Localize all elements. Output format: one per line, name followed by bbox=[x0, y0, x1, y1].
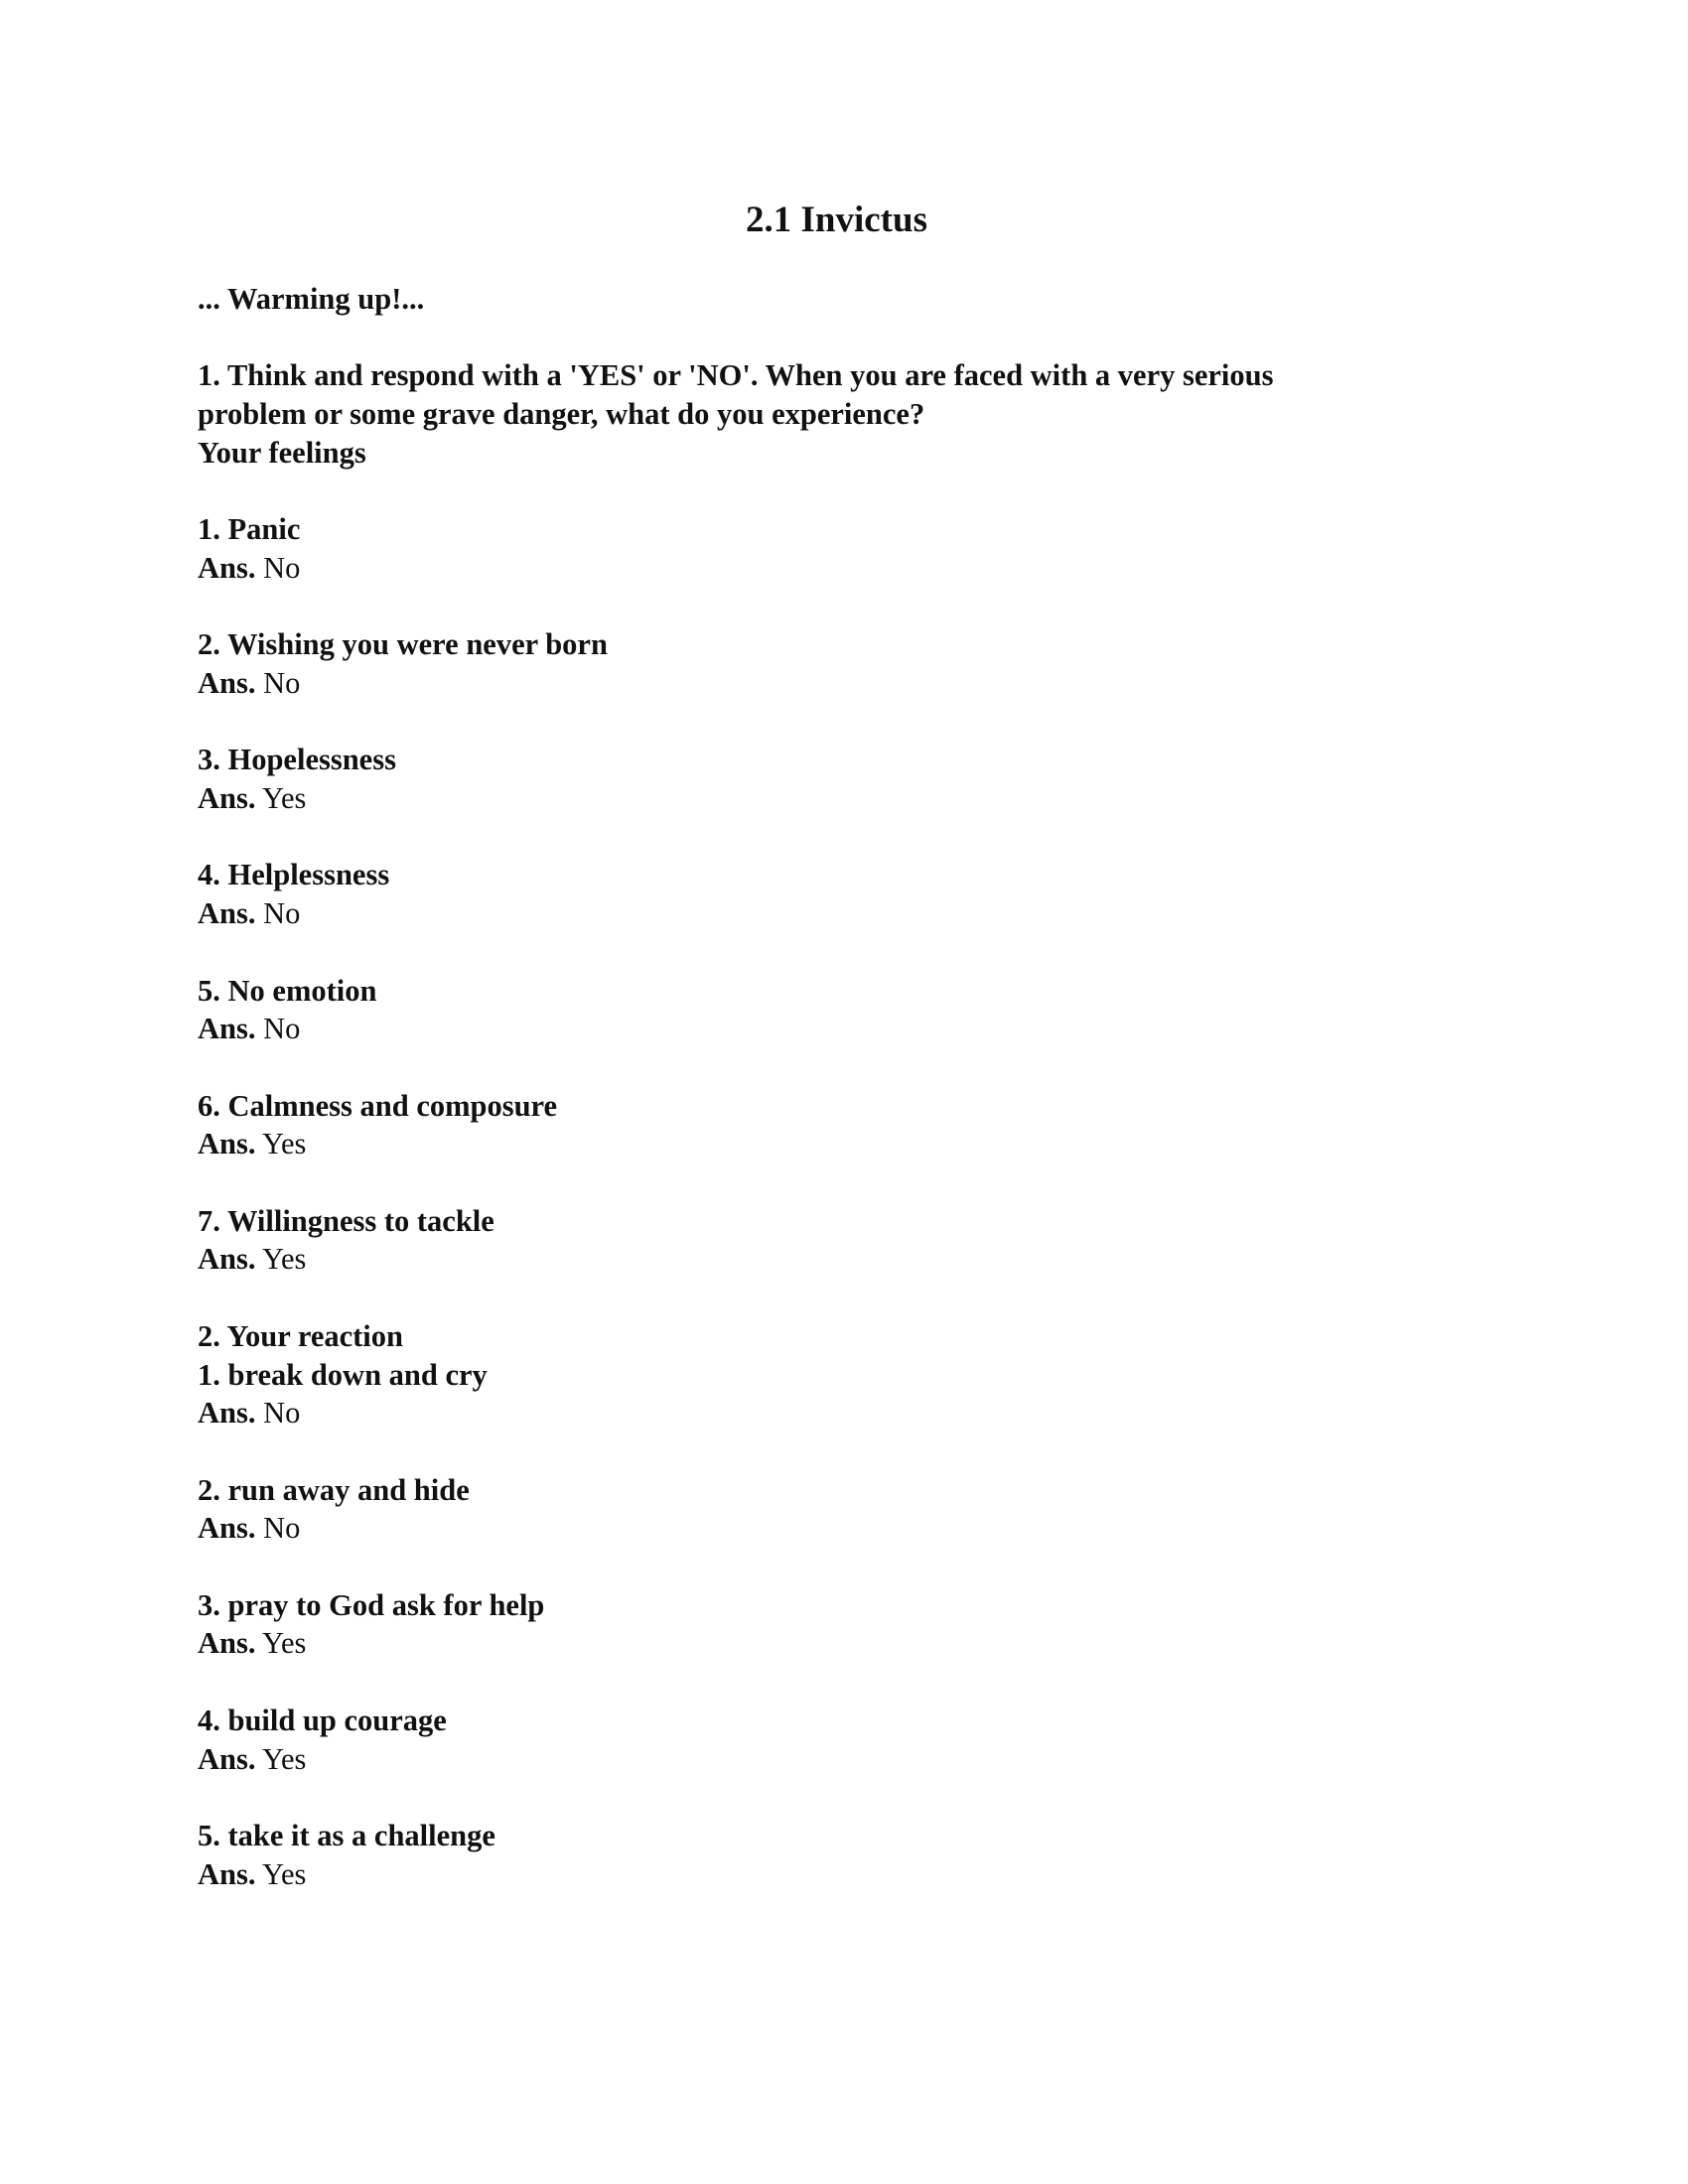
answer-label: Ans. bbox=[198, 1127, 256, 1161]
answer-value: No bbox=[263, 1396, 301, 1431]
list-item-question: 7. Willingness to tackle bbox=[198, 1203, 494, 1238]
answer-label: Ans. bbox=[198, 896, 256, 931]
answer-label: Ans. bbox=[198, 1396, 256, 1431]
answer-line bbox=[198, 664, 1508, 703]
answer-line bbox=[198, 1125, 1508, 1163]
answer-label: Ans. bbox=[198, 1511, 256, 1546]
reaction-list bbox=[198, 1356, 1508, 1932]
list-item-question: 1. break down and cry bbox=[198, 1357, 488, 1392]
feelings-subheading: Your feelings bbox=[198, 435, 366, 470]
feelings-list bbox=[198, 510, 1508, 1317]
answer-line bbox=[198, 1855, 1508, 1894]
answer-label: Ans. bbox=[198, 1242, 256, 1277]
answer-value: Yes bbox=[261, 1741, 307, 1776]
answer-line bbox=[198, 1740, 1508, 1779]
list-item-question: 1. Panic bbox=[198, 512, 301, 547]
question-1-line-2: problem or some grave danger, what do you experience? bbox=[198, 397, 925, 432]
answer-value: Yes bbox=[261, 781, 307, 816]
answer-value: No bbox=[263, 1012, 301, 1046]
question-2-heading: 2. Your reaction bbox=[198, 1318, 403, 1353]
answer-line bbox=[198, 1394, 1508, 1433]
answer-label: Ans. bbox=[198, 1626, 256, 1661]
warmup-heading: ... Warming up!... bbox=[198, 282, 425, 316]
answer-line bbox=[198, 779, 1508, 818]
answer-line bbox=[198, 549, 1508, 588]
answer-line bbox=[198, 1509, 1508, 1548]
answer-value: Yes bbox=[261, 1626, 307, 1661]
answer-line bbox=[198, 894, 1508, 933]
answer-value: No bbox=[263, 896, 301, 931]
answer-value: Yes bbox=[261, 1127, 307, 1161]
answer-value: No bbox=[263, 1511, 301, 1546]
answer-label: Ans. bbox=[198, 1856, 256, 1891]
worksheet-body bbox=[198, 280, 1508, 1932]
answer-value: Yes bbox=[261, 1856, 307, 1891]
answer-line bbox=[198, 1624, 1508, 1663]
list-item-question: 5. No emotion bbox=[198, 973, 377, 1008]
list-item-question: 4. Helplessness bbox=[198, 858, 390, 892]
answer-line bbox=[198, 1240, 1508, 1279]
answer-value: No bbox=[263, 665, 301, 700]
list-item-question: 2. run away and hide bbox=[198, 1472, 470, 1507]
answer-value: No bbox=[263, 550, 301, 585]
answer-label: Ans. bbox=[198, 1741, 256, 1776]
list-item-question: 2. Wishing you were never born bbox=[198, 627, 608, 662]
page-title: 2.1 Invictus bbox=[746, 200, 927, 240]
list-item-question: 6. Calmness and composure bbox=[198, 1088, 558, 1123]
answer-line bbox=[198, 1010, 1508, 1048]
list-item-question: 3. Hopelessness bbox=[198, 743, 396, 777]
answer-label: Ans. bbox=[198, 665, 256, 700]
list-item-question: 3. pray to God ask for help bbox=[198, 1587, 545, 1622]
answer-label: Ans. bbox=[198, 1012, 256, 1046]
list-item-question: 4. build up courage bbox=[198, 1703, 447, 1737]
answer-label: Ans. bbox=[198, 781, 256, 816]
question-1-line-1: 1. Think and respond with a 'YES' or 'NO'. When you are faced with a very serious bbox=[198, 358, 1274, 393]
list-item-question: 5. take it as a challenge bbox=[198, 1818, 495, 1852]
answer-value: Yes bbox=[261, 1242, 307, 1277]
answer-label: Ans. bbox=[198, 550, 256, 585]
